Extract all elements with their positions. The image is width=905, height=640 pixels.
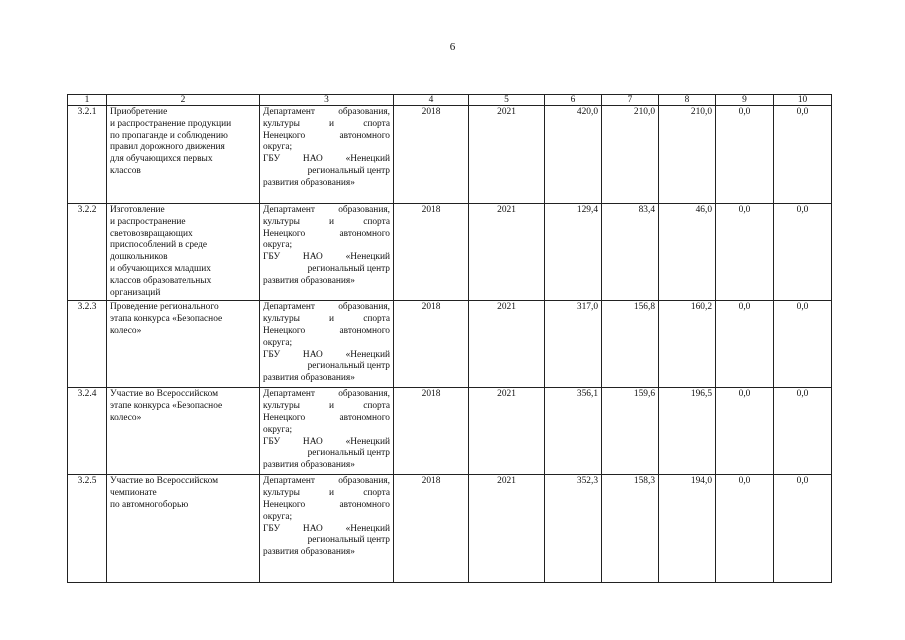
funding-total: 129,4 (545, 204, 602, 301)
header-cell: 6 (545, 95, 602, 106)
responsible-executor-line: Ненецкого автономного (263, 325, 390, 336)
responsible-executor-line: Департамент образования, (263, 302, 390, 313)
funding-col-7: 156,8 (602, 301, 659, 388)
responsible-executor-line: культуры и спорта (263, 216, 390, 227)
responsible-executor-line: округа; (263, 240, 293, 251)
responsible-executor (260, 301, 394, 388)
funding-col-9: 0,0 (716, 106, 774, 204)
responsible-executor-line: культуры и спорта (263, 314, 390, 325)
activity-name-line: для обучающихся первых (110, 154, 213, 165)
header-cell: 8 (659, 95, 716, 106)
activity-name-line: этапа конкурса «Безопасное (110, 314, 223, 325)
funding-col-10: 0,0 (774, 388, 832, 475)
header-cell: 3 (260, 95, 394, 106)
funding-col-8: 46,0 (659, 204, 716, 301)
activity-name-line: этапе конкурса «Безопасное (110, 401, 223, 412)
funding-col-10: 0,0 (774, 475, 832, 583)
activity-name-line: Приобретение (110, 107, 168, 117)
responsible-executor-line: развития образования» (263, 275, 355, 286)
responsible-executor-line: развития образования» (263, 177, 355, 188)
program-activities-table (67, 94, 832, 583)
responsible-executor-line: региональный центр (307, 361, 390, 372)
activity-number: 3.2.3 (68, 301, 107, 388)
table-header-row (68, 95, 832, 106)
page-number: 6 (449, 41, 456, 53)
responsible-executor-line: развития образования» (263, 373, 355, 384)
funding-col-7: 210,0 (602, 106, 659, 204)
funding-col-7: 83,4 (602, 204, 659, 301)
activity-name-line: чемпионате (110, 488, 157, 499)
start-year: 2018 (394, 475, 469, 583)
responsible-executor-line: округа; (263, 511, 293, 522)
activity-name (107, 388, 260, 475)
table-row (68, 388, 832, 475)
responsible-executor-line: региональный центр (307, 165, 390, 176)
activity-name-line: и распространение продукции (110, 118, 232, 129)
activity-name-line: колесо» (110, 325, 142, 336)
end-year: 2021 (469, 204, 545, 301)
funding-col-8: 194,0 (659, 475, 716, 583)
header-cell: 1 (68, 95, 107, 106)
responsible-executor-line: развития образования» (263, 460, 355, 471)
funding-total: 356,1 (545, 388, 602, 475)
activity-name-line: Участие во Всероссийском (110, 389, 219, 400)
responsible-executor-line: региональный центр (307, 263, 390, 274)
responsible-executor-line: округа; (263, 142, 293, 153)
funding-col-7: 158,3 (602, 475, 659, 583)
funding-col-8: 160,2 (659, 301, 716, 388)
activity-name-line: и распространение (110, 216, 186, 227)
responsible-executor-line: ГБУ НАО «Ненецкий (263, 349, 390, 360)
activity-name-line: колесо» (110, 412, 142, 423)
table-row (68, 106, 832, 204)
header-cell: 5 (469, 95, 545, 106)
end-year: 2021 (469, 301, 545, 388)
activity-name-line: дошкольников (110, 252, 168, 263)
funding-col-10: 0,0 (774, 301, 832, 388)
responsible-executor-line: культуры и спорта (263, 118, 390, 129)
funding-col-8: 196,5 (659, 388, 716, 475)
responsible-executor-line: ГБУ НАО «Ненецкий (263, 252, 390, 263)
funding-total: 352,3 (545, 475, 602, 583)
activity-name (107, 204, 260, 301)
start-year: 2018 (394, 204, 469, 301)
funding-col-10: 0,0 (774, 106, 832, 204)
activity-number: 3.2.2 (68, 204, 107, 301)
responsible-executor-line: ГБУ НАО «Ненецкий (263, 436, 390, 447)
activity-name (107, 475, 260, 583)
responsible-executor-line: Департамент образования, (263, 205, 390, 215)
responsible-executor-line: Ненецкого автономного (263, 499, 390, 510)
activity-name-line: правил дорожного движения (110, 142, 225, 153)
responsible-executor (260, 106, 394, 204)
responsible-executor-line: Департамент образования, (263, 389, 390, 400)
funding-total: 317,0 (545, 301, 602, 388)
start-year: 2018 (394, 388, 469, 475)
start-year: 2018 (394, 106, 469, 204)
responsible-executor-line: региональный центр (307, 448, 390, 459)
activity-name (107, 106, 260, 204)
header-cell: 4 (394, 95, 469, 106)
activity-name-line: организаций (110, 287, 161, 298)
start-year: 2018 (394, 301, 469, 388)
activity-name-line: и обучающихся младших (110, 263, 211, 274)
activity-name-line: по пропаганде и соблюдению (110, 130, 228, 141)
header-cell: 10 (774, 95, 832, 106)
activity-number: 3.2.1 (68, 106, 107, 204)
responsible-executor (260, 204, 394, 301)
activity-name-line: по автомногоборью (110, 499, 189, 510)
funding-col-9: 0,0 (716, 301, 774, 388)
responsible-executor-line: округа; (263, 424, 293, 435)
responsible-executor-line: Ненецкого автономного (263, 228, 390, 239)
funding-col-9: 0,0 (716, 475, 774, 583)
funding-total: 420,0 (545, 106, 602, 204)
activity-number: 3.2.5 (68, 475, 107, 583)
activity-name-line: Проведение регионального (110, 302, 219, 313)
funding-col-9: 0,0 (716, 388, 774, 475)
funding-col-7: 159,6 (602, 388, 659, 475)
responsible-executor-line: Департамент образования, (263, 107, 390, 117)
funding-col-9: 0,0 (716, 204, 774, 301)
activity-name-line: классов образовательных (110, 275, 212, 286)
activity-name-line: классов (110, 165, 141, 176)
table-row (68, 301, 832, 388)
responsible-executor-line: развития образования» (263, 547, 355, 558)
responsible-executor-line: Ненецкого автономного (263, 412, 390, 423)
table-row (68, 475, 832, 583)
header-cell: 7 (602, 95, 659, 106)
responsible-executor-line: округа; (263, 337, 293, 348)
funding-col-8: 210,0 (659, 106, 716, 204)
activity-name-line: световозвращающих (110, 228, 193, 239)
activity-name-line: приспособлений в среде (110, 240, 208, 251)
end-year: 2021 (469, 388, 545, 475)
responsible-executor-line: ГБУ НАО «Ненецкий (263, 523, 390, 534)
activity-name-line: Изготовление (110, 205, 165, 215)
responsible-executor-line: Департамент образования, (263, 476, 390, 487)
responsible-executor (260, 388, 394, 475)
responsible-executor-line: ГБУ НАО «Ненецкий (263, 154, 390, 165)
responsible-executor-line: Ненецкого автономного (263, 130, 390, 141)
responsible-executor (260, 475, 394, 583)
activity-number: 3.2.4 (68, 388, 107, 475)
header-cell: 2 (107, 95, 260, 106)
responsible-executor-line: культуры и спорта (263, 401, 390, 412)
end-year: 2021 (469, 475, 545, 583)
table-row (68, 204, 832, 301)
header-cell: 9 (716, 95, 774, 106)
activity-name-line: Участие во Всероссийском (110, 476, 219, 487)
funding-col-10: 0,0 (774, 204, 832, 301)
responsible-executor-line: региональный центр (307, 535, 390, 546)
end-year: 2021 (469, 106, 545, 204)
responsible-executor-line: культуры и спорта (263, 488, 390, 499)
activity-name (107, 301, 260, 388)
